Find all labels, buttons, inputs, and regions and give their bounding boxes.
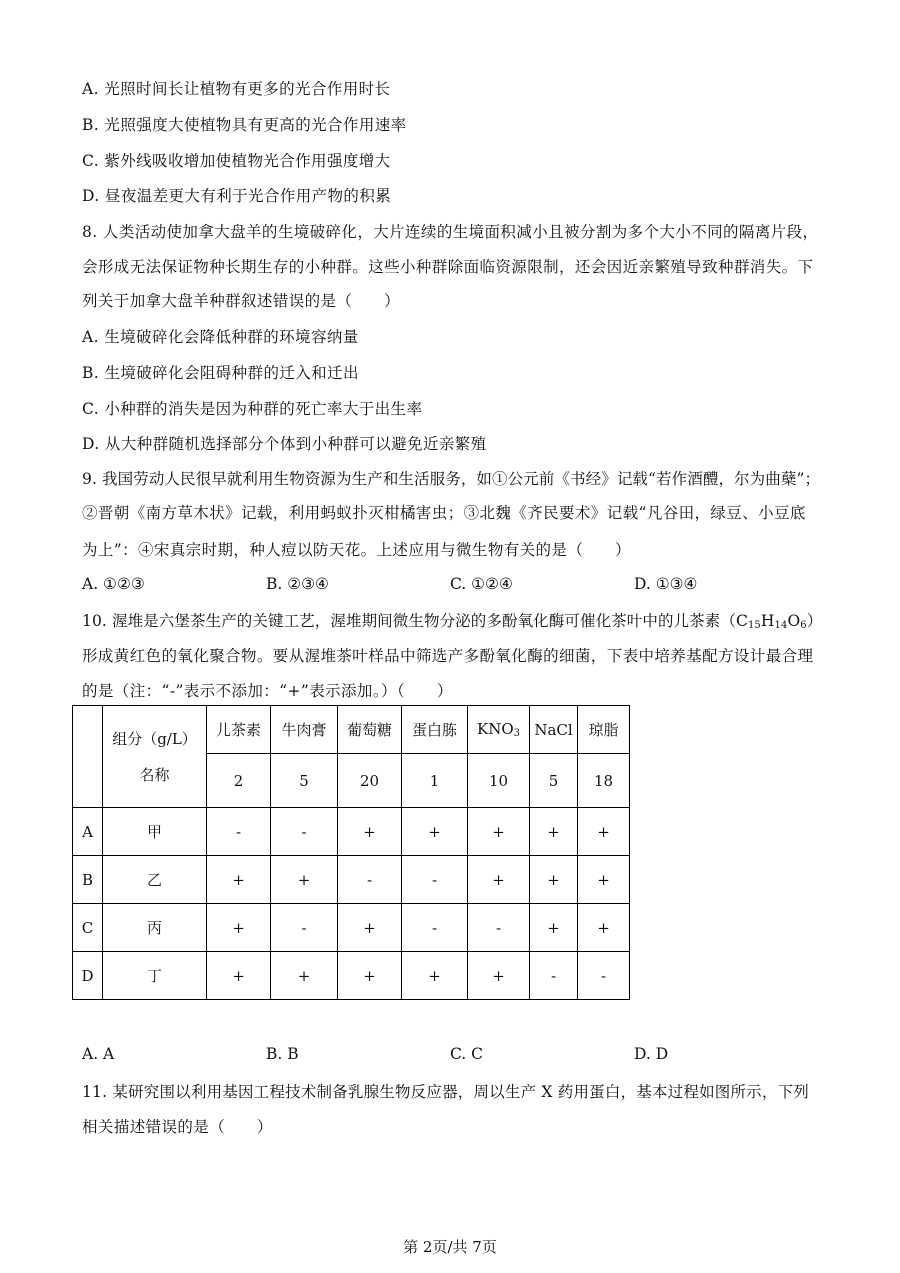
amount-cell: 5 — [530, 754, 578, 808]
q7-option-d: D. 昼夜温差更大有利于光合作用产物的积累 — [82, 187, 392, 205]
table-cell: + — [468, 808, 530, 856]
table-cell: - — [468, 904, 530, 952]
row-label: B — [73, 856, 103, 904]
table-cell: + — [468, 952, 530, 1000]
q8-option-c: C. 小种群的消失是因为种群的死亡率大于出生率 — [82, 400, 423, 418]
row-name: 丁 — [103, 952, 207, 1000]
table-row — [73, 808, 630, 856]
q11-stem-line-2: 相关描述错误的是（ ） — [82, 1118, 273, 1136]
table-cell: + — [207, 904, 271, 952]
table-cell: + — [338, 808, 402, 856]
table-cell: + — [468, 856, 530, 904]
q9-stem-line-2: ②晋朝《南方草木状》记载，利用蚂蚁扑灭柑橘害虫；③北魏《齐民要术》记载“凡谷田，绿豆、小豆底 — [82, 504, 806, 522]
row-name: 甲 — [103, 808, 207, 856]
table-cell: + — [578, 856, 630, 904]
table-cell: + — [578, 808, 630, 856]
table-cell: + — [207, 856, 271, 904]
table-cell: + — [338, 904, 402, 952]
page-footer: 第 2页/共 7页 — [403, 1238, 497, 1256]
table-corner-cell — [73, 706, 103, 808]
header-name-label: 名称 — [139, 765, 170, 784]
amount-cell: 10 — [468, 754, 530, 808]
q10-option-c: C. C — [450, 1045, 484, 1063]
table-cell: - — [338, 856, 402, 904]
q7-option-b: B. 光照强度大使植物具有更高的光合作用速率 — [82, 116, 407, 134]
q7-option-c: C. 紫外线吸收增加使植物光合作用强度增大 — [82, 152, 391, 170]
table-cell: - — [207, 808, 271, 856]
row-name: 丙 — [103, 904, 207, 952]
component-header: 牛肉膏 — [271, 706, 338, 754]
table-cell: + — [578, 904, 630, 952]
q9-option-d: D. ①③④ — [634, 575, 698, 593]
table-cell: + — [530, 808, 578, 856]
table-cell: + — [530, 904, 578, 952]
component-header: 葡萄糖 — [338, 706, 402, 754]
table-cell: - — [271, 904, 338, 952]
table-row — [73, 856, 630, 904]
table-cell: + — [207, 952, 271, 1000]
component-header: $KNO_3$ — [468, 706, 530, 754]
component-header: 蛋白胨 — [402, 706, 468, 754]
q9-option-c: C. ①②④ — [450, 575, 513, 593]
header-component-label: 组分（g/L） — [112, 729, 197, 748]
component-header: 琼脂 — [578, 706, 630, 754]
q8-stem-line-1: 8. 人类活动使加拿大盘羊的生境破碎化，大片连续的生境面积减小且被分割为多个大小不同的隔离片段， — [82, 223, 819, 241]
table-cell: - — [578, 952, 630, 1000]
row-label: A — [73, 808, 103, 856]
q10-stem-line-3: 的是（注：“-”表示不添加：“+”表示添加。）（ ） — [82, 682, 453, 700]
q9-option-a: A. ①②③ — [82, 575, 145, 593]
component-header: 儿茶素 — [207, 706, 271, 754]
table-cell: + — [530, 856, 578, 904]
culture-medium-table — [72, 705, 630, 1000]
table-cell: + — [402, 808, 468, 856]
q10-option-b: B. B — [266, 1045, 299, 1063]
table-cell: - — [402, 904, 468, 952]
amount-cell: 18 — [578, 754, 630, 808]
amount-cell: 5 — [271, 754, 338, 808]
row-label: C — [73, 904, 103, 952]
q8-option-a: A. 生境破碎化会降低种群的环境容纳量 — [82, 328, 359, 346]
q9-stem-line-3: 为上”：④宋真宗时期，种人痘以防天花。上述应用与微生物有关的是（ ） — [82, 541, 631, 559]
table-cell: + — [271, 952, 338, 1000]
table-row — [73, 952, 630, 1000]
q10-stem-line-2: 形成黄红色的氧化聚合物。要从渥堆茶叶样品中筛选产多酚氧化酶的细菌，下表中培养基配方设计最合理 — [82, 647, 814, 665]
table-cell: - — [402, 856, 468, 904]
q10-option-a: A. A — [82, 1045, 115, 1063]
table-header-cell — [103, 706, 207, 808]
q10-stem-line-1: 10. 渥堆是六堡茶生产的关键工艺，渥堆期间微生物分泌的多酚氧化酶可催化茶叶中的儿茶素$(C_{15}H_{14}O_6)$ — [82, 612, 823, 631]
table-cell: + — [271, 856, 338, 904]
row-label: D — [73, 952, 103, 1000]
amount-cell: 1 — [402, 754, 468, 808]
table-cell: + — [402, 952, 468, 1000]
q8-option-d: D. 从大种群随机选择部分个体到小种群可以避免近亲繁殖 — [82, 435, 487, 453]
q8-stem-line-2: 会形成无法保证物种长期生存的小种群。这些小种群除面临资源限制，还会因近亲繁殖导致种群消失。下 — [82, 258, 814, 276]
q9-stem-line-1: 9. 我国劳动人民很早就利用生物资源为生产和生活服务，如①公元前《书经》记载“若作酒醴，尔为曲蘖”； — [82, 470, 821, 488]
q10-option-d: D. D — [634, 1045, 669, 1063]
table-cell: + — [338, 952, 402, 1000]
table-cell: - — [530, 952, 578, 1000]
q7-option-a: A. 光照时间长让植物有更多的光合作用时长 — [82, 80, 391, 98]
amount-cell: 20 — [338, 754, 402, 808]
q8-stem-line-3: 列关于加拿大盘羊种群叙述错误的是（ ） — [82, 292, 401, 310]
row-name: 乙 — [103, 856, 207, 904]
q8-option-b: B. 生境破碎化会阻碍种群的迁入和迁出 — [82, 364, 359, 382]
q9-option-b: B. ②③④ — [266, 575, 329, 593]
table-cell: - — [271, 808, 338, 856]
table-row — [73, 904, 630, 952]
amount-cell: 2 — [207, 754, 271, 808]
q11-stem-line-1: 11. 某研究围以利用基因工程技术制备乳腺生物反应器，周以生产 X 药用蛋白，基本过程如图所示，下列 — [82, 1083, 809, 1101]
component-header: NaCl — [530, 706, 578, 754]
